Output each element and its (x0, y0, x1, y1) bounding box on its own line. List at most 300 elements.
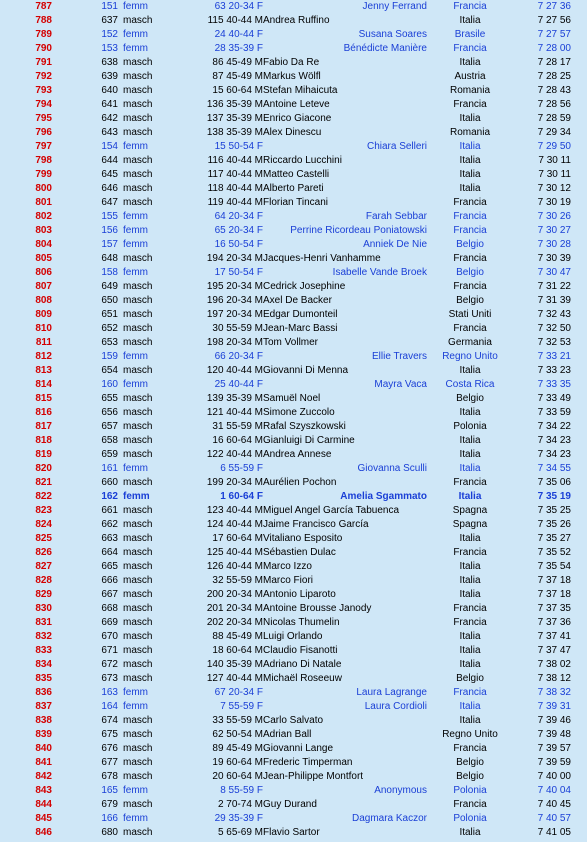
athlete-name-cell: Cedrick Josephine (263, 281, 346, 292)
athlete-name-cell: Stefan Mihaicuta (263, 85, 338, 96)
table-row (0, 560, 587, 574)
athlete-name-cell: Susana Soares (358, 29, 427, 40)
gender-rank-cell: 666 (101, 575, 118, 586)
table-row (0, 784, 587, 798)
category-cell: 20 60-64 M (212, 771, 263, 782)
gender-cell: femm (123, 491, 150, 502)
finish-time-cell: 7 34 22 (537, 421, 571, 432)
nationality-cell: Belgio (456, 239, 484, 250)
position-cell: 819 (35, 449, 52, 460)
table-row (0, 14, 587, 28)
finish-time-cell: 7 37 18 (537, 589, 571, 600)
category-cell: 127 40-44 M (206, 673, 263, 684)
category-cell: 126 40-44 M (206, 561, 263, 572)
table-row (0, 798, 587, 812)
gender-rank-cell: 643 (101, 127, 118, 138)
gender-cell: femm (123, 1, 148, 12)
gender-rank-cell: 638 (101, 57, 118, 68)
position-cell: 795 (35, 113, 52, 124)
finish-time-cell: 7 29 34 (537, 127, 571, 138)
finish-time-cell: 7 39 46 (537, 715, 571, 726)
nationality-cell: Italia (459, 701, 481, 712)
gender-cell: masch (123, 617, 153, 628)
category-cell: 15 60-64 M (212, 85, 263, 96)
position-cell: 841 (35, 757, 52, 768)
category-cell: 121 40-44 M (206, 407, 263, 418)
nationality-cell: Belgio (456, 267, 484, 278)
athlete-name-cell: Florian Tincani (263, 197, 329, 208)
gender-cell: masch (123, 729, 153, 740)
gender-cell: femm (123, 379, 148, 390)
table-row (0, 490, 587, 504)
gender-cell: masch (123, 519, 153, 530)
athlete-name-cell: Anonymous (374, 785, 427, 796)
table-row (0, 182, 587, 196)
position-cell: 809 (35, 309, 52, 320)
gender-rank-cell: 157 (101, 239, 118, 250)
category-cell: 125 40-44 M (206, 547, 263, 558)
nationality-cell: Italia (459, 631, 481, 642)
gender-rank-cell: 642 (101, 113, 118, 124)
gender-rank-cell: 678 (101, 771, 118, 782)
position-cell: 806 (35, 267, 52, 278)
nationality-cell: Polonia (453, 813, 487, 824)
gender-rank-cell: 667 (101, 589, 118, 600)
position-cell: 820 (35, 463, 52, 474)
category-cell: 195 20-34 M (206, 281, 263, 292)
gender-rank-cell: 680 (101, 827, 118, 838)
nationality-cell: Italia (459, 57, 481, 68)
finish-time-cell: 7 37 35 (537, 603, 571, 614)
finish-time-cell: 7 38 12 (537, 673, 571, 684)
finish-time-cell: 7 41 05 (537, 827, 571, 838)
finish-time-cell: 7 30 26 (537, 211, 571, 222)
finish-time-cell: 7 32 50 (537, 323, 571, 334)
table-row (0, 462, 587, 476)
gender-cell: masch (123, 757, 153, 768)
nationality-cell: Italia (459, 169, 481, 180)
category-cell: 64 20-34 F (214, 211, 263, 222)
table-row (0, 112, 587, 126)
gender-rank-cell: 654 (101, 365, 118, 376)
finish-time-cell: 7 30 47 (537, 267, 571, 278)
position-cell: 845 (35, 813, 52, 824)
athlete-name-cell: Markus Wölfl (263, 71, 321, 82)
category-cell: 62 50-54 M (212, 729, 263, 740)
table-row (0, 476, 587, 490)
nationality-cell: Francia (453, 477, 487, 488)
nationality-cell: Italia (459, 183, 481, 194)
gender-rank-cell: 641 (101, 99, 118, 110)
finish-time-cell: 7 35 54 (537, 561, 571, 572)
gender-cell: femm (123, 239, 148, 250)
position-cell: 839 (35, 729, 52, 740)
gender-cell: femm (123, 351, 148, 362)
finish-time-cell: 7 32 43 (537, 309, 571, 320)
position-cell: 826 (35, 547, 52, 558)
nationality-cell: Belgio (456, 757, 484, 768)
gender-rank-cell: 665 (101, 561, 118, 572)
position-cell: 804 (35, 239, 52, 250)
athlete-name-cell: Giovanni Lange (263, 743, 334, 754)
athlete-name-cell: Vitaliano Esposito (263, 533, 343, 544)
gender-rank-cell: 156 (101, 225, 118, 236)
gender-cell: masch (123, 715, 153, 726)
category-cell: 30 55-59 M (212, 323, 263, 334)
gender-rank-cell: 646 (101, 183, 118, 194)
position-cell: 792 (35, 71, 52, 82)
gender-rank-cell: 662 (101, 519, 118, 530)
gender-cell: masch (123, 771, 153, 782)
category-cell: 16 60-64 M (212, 435, 263, 446)
position-cell: 817 (35, 421, 52, 432)
nationality-cell: Polonia (453, 785, 487, 796)
table-row (0, 392, 587, 406)
table-row (0, 434, 587, 448)
nationality-cell: Francia (453, 253, 487, 264)
finish-time-cell: 7 38 32 (537, 687, 571, 698)
position-cell: 794 (35, 99, 52, 110)
gender-rank-cell: 639 (101, 71, 118, 82)
table-row (0, 644, 587, 658)
athlete-name-cell: Adrian Ball (263, 729, 312, 740)
gender-cell: masch (123, 645, 153, 656)
nationality-cell: Polonia (453, 421, 487, 432)
gender-rank-cell: 164 (101, 701, 118, 712)
finish-time-cell: 7 35 27 (537, 533, 571, 544)
category-cell: 202 20-34 M (206, 617, 263, 628)
athlete-name-cell: Andrea Ruffino (263, 15, 330, 26)
finish-time-cell: 7 40 00 (537, 771, 571, 782)
gender-cell: femm (123, 225, 148, 236)
nationality-cell: Italia (459, 449, 481, 460)
category-cell: 124 40-44 M (206, 519, 263, 530)
category-cell: 137 35-39 M (206, 113, 263, 124)
position-cell: 832 (35, 631, 52, 642)
table-row (0, 322, 587, 336)
athlete-name-cell: Luigi Orlando (263, 631, 323, 642)
gender-rank-cell: 674 (101, 715, 118, 726)
table-row (0, 588, 587, 602)
nationality-cell: Italia (459, 533, 481, 544)
gender-cell: masch (123, 281, 153, 292)
gender-rank-cell: 151 (101, 1, 118, 12)
finish-time-cell: 7 28 17 (537, 57, 571, 68)
gender-cell: masch (123, 673, 153, 684)
finish-time-cell: 7 34 55 (537, 463, 571, 474)
finish-time-cell: 7 30 19 (537, 197, 571, 208)
gender-cell: masch (123, 435, 153, 446)
gender-rank-cell: 163 (101, 687, 118, 698)
gender-cell: femm (123, 813, 148, 824)
gender-cell: masch (123, 295, 153, 306)
gender-cell: masch (123, 155, 153, 166)
table-row (0, 700, 587, 714)
gender-rank-cell: 158 (101, 267, 118, 278)
position-cell: 802 (35, 211, 52, 222)
gender-cell: masch (123, 113, 153, 124)
athlete-name-cell: Sébastien Dulac (263, 547, 336, 558)
position-cell: 830 (35, 603, 52, 614)
nationality-cell: Regno Unito (442, 729, 498, 740)
finish-time-cell: 7 30 11 (538, 169, 571, 180)
table-row (0, 546, 587, 560)
athlete-name-cell: Flavio Sartor (263, 827, 320, 838)
table-row (0, 826, 587, 840)
table-row (0, 630, 587, 644)
gender-rank-cell: 645 (101, 169, 118, 180)
nationality-cell: Belgio (456, 771, 484, 782)
category-cell: 31 55-59 M (212, 421, 263, 432)
nationality-cell: Francia (453, 323, 487, 334)
athlete-name-cell: Chiara Selleri (366, 141, 427, 152)
finish-time-cell: 7 33 49 (537, 393, 571, 404)
position-cell: 824 (35, 519, 52, 530)
athlete-name-cell: Andrea Annese (263, 449, 332, 460)
gender-rank-cell: 669 (101, 617, 118, 628)
finish-time-cell: 7 31 22 (537, 281, 571, 292)
gender-cell: masch (123, 799, 153, 810)
athlete-name-cell: Giovanna Sculli (357, 463, 427, 474)
gender-rank-cell: 655 (101, 393, 118, 404)
category-cell: 140 35-39 M (206, 659, 263, 670)
nationality-cell: Italia (459, 463, 481, 474)
gender-rank-cell: 663 (101, 533, 118, 544)
finish-time-cell: 7 30 11 (538, 155, 571, 166)
nationality-cell: Francia (453, 99, 487, 110)
gender-cell: masch (123, 85, 153, 96)
gender-cell: femm (123, 29, 148, 40)
category-cell: 67 20-34 F (214, 687, 263, 698)
nationality-cell: Italia (459, 575, 481, 586)
table-row (0, 448, 587, 462)
athlete-name-cell: Rafal Szyszkowski (263, 421, 346, 432)
gender-rank-cell: 154 (101, 141, 118, 152)
finish-time-cell: 7 30 27 (537, 225, 571, 236)
category-cell: 89 45-49 M (212, 743, 263, 754)
table-row (0, 252, 587, 266)
category-cell: 15 50-54 F (214, 141, 263, 152)
table-row (0, 518, 587, 532)
position-cell: 833 (35, 645, 52, 656)
category-cell: 17 60-64 M (212, 533, 263, 544)
athlete-name-cell: Laura Cordioli (364, 701, 427, 712)
category-cell: 25 40-44 F (214, 379, 263, 390)
finish-time-cell: 7 28 43 (537, 85, 571, 96)
position-cell: 838 (35, 715, 52, 726)
nationality-cell: Austria (454, 71, 486, 82)
category-cell: 118 40-44 M (207, 183, 263, 194)
category-cell: 122 40-44 M (206, 449, 263, 460)
gender-rank-cell: 155 (101, 211, 118, 222)
position-cell: 815 (35, 393, 52, 404)
gender-rank-cell: 644 (101, 155, 118, 166)
athlete-name-cell: Antoine Brousse Janody (263, 603, 372, 614)
finish-time-cell: 7 37 41 (537, 631, 571, 642)
nationality-cell: Francia (453, 687, 487, 698)
table-row (0, 196, 587, 210)
finish-time-cell: 7 35 19 (537, 491, 571, 502)
table-row (0, 336, 587, 350)
category-cell: 136 35-39 M (206, 99, 263, 110)
gender-rank-cell: 649 (101, 281, 118, 292)
position-cell: 787 (35, 1, 52, 12)
table-row (0, 28, 587, 42)
gender-rank-cell: 166 (101, 813, 118, 824)
finish-time-cell: 7 37 36 (537, 617, 571, 628)
gender-cell: masch (123, 743, 153, 754)
athlete-name-cell: Mayra Vaca (374, 379, 427, 390)
nationality-cell: Italia (459, 715, 481, 726)
gender-cell: masch (123, 309, 153, 320)
category-cell: 196 20-34 M (206, 295, 263, 306)
table-row (0, 154, 587, 168)
category-cell: 119 40-44 M (207, 197, 263, 208)
table-row (0, 742, 587, 756)
finish-time-cell: 7 40 04 (537, 785, 571, 796)
table-row (0, 658, 587, 672)
nationality-cell: Francia (453, 211, 487, 222)
gender-cell: masch (123, 393, 153, 404)
gender-rank-cell: 165 (101, 785, 118, 796)
gender-rank-cell: 675 (101, 729, 118, 740)
category-cell: 139 35-39 M (206, 393, 263, 404)
gender-cell: masch (123, 99, 153, 110)
athlete-name-cell: Aurélien Pochon (263, 477, 337, 488)
gender-rank-cell: 679 (101, 799, 118, 810)
position-cell: 840 (35, 743, 52, 754)
gender-cell: masch (123, 365, 153, 376)
table-row (0, 378, 587, 392)
nationality-cell: Italia (459, 141, 481, 152)
athlete-name-cell: Jaime Francisco García (263, 519, 369, 530)
nationality-cell: Francia (453, 281, 487, 292)
athlete-name-cell: Michaël Roseeuw (263, 673, 342, 684)
finish-time-cell: 7 39 59 (537, 757, 571, 768)
gender-cell: masch (123, 589, 153, 600)
gender-rank-cell: 160 (101, 379, 118, 390)
gender-rank-cell: 659 (101, 449, 118, 460)
gender-cell: masch (123, 533, 153, 544)
position-cell: 807 (35, 281, 52, 292)
finish-time-cell: 7 28 59 (537, 113, 571, 124)
table-row (0, 0, 587, 14)
gender-cell: masch (123, 15, 153, 26)
position-cell: 823 (35, 505, 52, 516)
gender-cell: masch (123, 575, 153, 586)
position-cell: 810 (35, 323, 52, 334)
position-cell: 808 (35, 295, 52, 306)
gender-rank-cell: 672 (101, 659, 118, 670)
position-cell: 812 (35, 351, 52, 362)
category-cell: 1 60-64 F (220, 491, 263, 502)
nationality-cell: Italia (459, 561, 481, 572)
category-cell: 29 35-39 F (214, 813, 263, 824)
category-cell: 117 40-44 M (207, 169, 263, 180)
gender-cell: masch (123, 57, 153, 68)
table-row (0, 42, 587, 56)
gender-cell: femm (123, 463, 148, 474)
gender-rank-cell: 673 (101, 673, 118, 684)
gender-cell: masch (123, 421, 153, 432)
position-cell: 835 (35, 673, 52, 684)
category-cell: 24 40-44 F (214, 29, 263, 40)
table-row (0, 770, 587, 784)
category-cell: 201 20-34 M (206, 603, 263, 614)
gender-rank-cell: 653 (101, 337, 118, 348)
gender-rank-cell: 677 (101, 757, 118, 768)
finish-time-cell: 7 30 28 (537, 239, 571, 250)
finish-time-cell: 7 34 23 (537, 435, 571, 446)
table-row (0, 98, 587, 112)
nationality-cell: Spagna (452, 519, 488, 530)
position-cell: 791 (35, 57, 52, 68)
gender-rank-cell: 660 (101, 477, 118, 488)
gender-cell: masch (123, 561, 153, 572)
finish-time-cell: 7 34 23 (537, 449, 571, 460)
gender-cell: masch (123, 659, 153, 670)
position-cell: 834 (35, 659, 52, 670)
category-cell: 198 20-34 M (206, 337, 263, 348)
category-cell: 19 60-64 M (212, 757, 263, 768)
nationality-cell: Spagna (452, 505, 488, 516)
gender-rank-cell: 668 (101, 603, 118, 614)
gender-cell: masch (123, 407, 153, 418)
category-cell: 116 40-44 M (207, 155, 263, 166)
position-cell: 788 (35, 15, 52, 26)
position-cell: 797 (35, 141, 52, 152)
athlete-name-cell: Guy Durand (263, 799, 317, 810)
table-row (0, 602, 587, 616)
athlete-name-cell: Adriano Di Natale (263, 659, 342, 670)
gender-cell: femm (123, 211, 148, 222)
position-cell: 814 (35, 379, 52, 390)
finish-time-cell: 7 40 57 (537, 813, 571, 824)
athlete-name-cell: Amelia Sgammato (340, 491, 427, 502)
gender-rank-cell: 656 (101, 407, 118, 418)
gender-rank-cell: 161 (101, 463, 118, 474)
finish-time-cell: 7 33 23 (537, 365, 571, 376)
gender-rank-cell: 661 (101, 505, 118, 516)
finish-time-cell: 7 39 57 (537, 743, 571, 754)
nationality-cell: Italia (459, 15, 481, 26)
position-cell: 790 (35, 43, 52, 54)
nationality-cell: Italia (459, 659, 481, 670)
category-cell: 87 45-49 M (212, 71, 263, 82)
athlete-name-cell: Fabio Da Re (263, 57, 320, 68)
table-row (0, 224, 587, 238)
table-row (0, 280, 587, 294)
nationality-cell: Regno Unito (442, 351, 498, 362)
position-cell: 813 (35, 365, 52, 376)
athlete-name-cell: Giovanni Di Menna (263, 365, 349, 376)
nationality-cell: Germania (448, 337, 492, 348)
finish-time-cell: 7 30 12 (537, 183, 571, 194)
finish-time-cell: 7 35 25 (537, 505, 571, 516)
finish-time-cell: 7 33 59 (537, 407, 571, 418)
athlete-name-cell: Simone Zuccolo (263, 407, 335, 418)
nationality-cell: Francia (453, 547, 487, 558)
table-row (0, 672, 587, 686)
finish-time-cell: 7 29 50 (537, 141, 571, 152)
athlete-name-cell: Jenny Ferrand (362, 1, 427, 12)
gender-rank-cell: 647 (101, 197, 118, 208)
category-cell: 28 35-39 F (214, 43, 263, 54)
athlete-name-cell: Marco Fiori (263, 575, 314, 586)
nationality-cell: Francia (453, 617, 487, 628)
gender-cell: masch (123, 505, 153, 516)
category-cell: 32 55-59 M (212, 575, 263, 586)
